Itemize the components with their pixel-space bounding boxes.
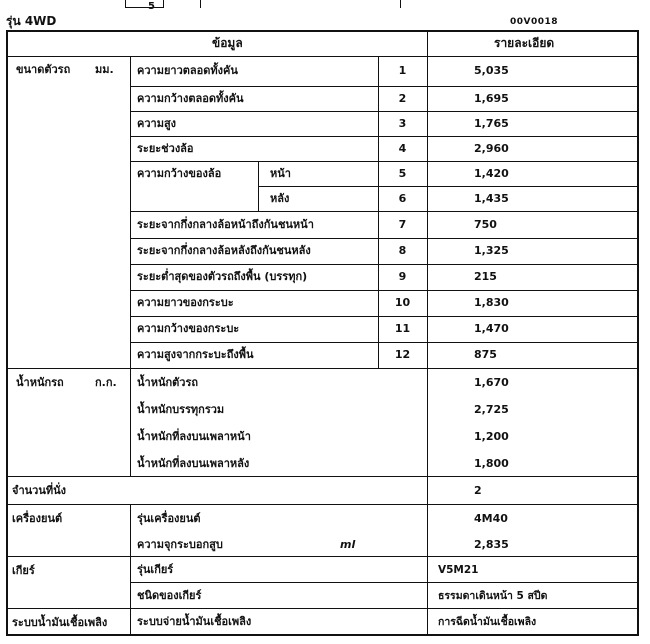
size-row-value: 1,830 <box>474 296 509 309</box>
gear-row-label: ชนิดของเกียร์ <box>137 589 202 602</box>
fuel-row-value: การฉีดน้ำมันเชื้อเพลิง <box>438 616 537 628</box>
weight-row-label: น้ำหนักที่ลงบนเพลาหน้า <box>137 430 251 443</box>
size-row-value: 215 <box>474 270 497 283</box>
engine-row-label: รุ่นเครื่องยนต์ <box>137 512 201 525</box>
size-row-label: ความยาวตลอดทั้งคัน <box>137 64 238 77</box>
size-row-number: 10 <box>394 296 411 309</box>
size-row-label: ความกว้างของกระบะ <box>137 322 240 335</box>
size-row-number: 11 <box>394 322 411 335</box>
size-row-value: 5,035 <box>474 64 509 77</box>
size-row-number: 12 <box>394 348 411 361</box>
size-row-number: 3 <box>398 117 407 130</box>
weight-row-value: 1,800 <box>474 457 509 470</box>
size-row-label: ความสูง <box>137 117 177 130</box>
figure-number: 5 <box>148 1 155 12</box>
header-data: ข้อมูล <box>212 36 243 50</box>
size-row-number: 1 <box>398 64 407 77</box>
engine-row-value: 4M40 <box>474 512 508 525</box>
header-detail: รายละเอียด <box>494 36 555 50</box>
section-weight-label: น้ำหนักรถ <box>16 376 64 389</box>
section-seats-label: จำนวนที่นั่ง <box>12 484 66 497</box>
size-row-value: 1,470 <box>474 322 509 335</box>
section-size-unit: มม. <box>95 63 114 76</box>
size-row-value: 875 <box>474 348 497 361</box>
size-row-label: ระยะต่ำสุดของตัวรถถึงพื้น (บรรทุก) <box>137 270 308 283</box>
seats-value: 2 <box>474 484 482 497</box>
size-row-label: ระยะจากกึ่งกลางล้อหน้าถึงกันชนหน้า <box>137 218 314 231</box>
weight-row-label: น้ำหนักที่ลงบนเพลาหลัง <box>137 457 250 470</box>
gear-row-label: รุ่นเกียร์ <box>137 563 174 576</box>
size-row-value: 1,765 <box>474 117 509 130</box>
weight-row-value: 2,725 <box>474 403 509 416</box>
section-size-label: ขนาดตัวรถ <box>16 63 71 76</box>
size-row-value: 1,420 <box>474 167 509 180</box>
gear-row-value: ธรรมดาเดินหน้า 5 สปีด <box>438 590 548 602</box>
size-row-number: 6 <box>398 192 407 205</box>
size-row-value: 750 <box>474 218 497 231</box>
size-row-value: 2,960 <box>474 142 509 155</box>
weight-row-label: น้ำหนักบรรทุกรวม <box>137 403 225 416</box>
gear-row-value: V5M21 <box>438 564 479 576</box>
size-row-number: 9 <box>398 270 407 283</box>
size-row-number: 7 <box>398 218 407 231</box>
fuel-row-label: ระบบจ่ายน้ำมันเชื้อเพลิง <box>137 615 252 628</box>
size-row-value: 1,325 <box>474 244 509 257</box>
size-row-number: 8 <box>398 244 407 257</box>
size-row-value: 1,435 <box>474 192 509 205</box>
size-row-label: ความยาวของกระบะ <box>137 296 234 309</box>
size-row-label: ความกว้างตลอดทั้งคัน <box>137 92 244 105</box>
size-row-label: ความกว้างของล้อ <box>137 167 222 180</box>
section-engine-label: เครื่องยนต์ <box>12 512 63 525</box>
weight-row-value: 1,670 <box>474 376 509 389</box>
size-row-value: 1,695 <box>474 92 509 105</box>
section-weight-unit: ก.ก. <box>95 376 117 389</box>
size-row-number: 4 <box>398 142 407 155</box>
doc-code: 00V0018 <box>510 17 559 27</box>
engine-row-label: ความจุกระบอกสูบ <box>137 538 223 551</box>
size-row-label: ระยะจากกึ่งกลางล้อหลังถึงกันชนหลัง <box>137 244 311 257</box>
size-row-label: ความสูงจากกระบะถึงพื้น <box>137 348 254 361</box>
size-row-number: 5 <box>398 167 407 180</box>
size-row-number: 2 <box>398 92 407 105</box>
size-row-sublabel: หน้า <box>270 167 291 180</box>
figure-fragment <box>120 0 520 12</box>
size-row-label: ระยะช่วงล้อ <box>137 142 194 155</box>
engine-row-value: 2,835 <box>474 538 509 551</box>
weight-row-value: 1,200 <box>474 430 509 443</box>
engine-row-unit: ml <box>340 538 356 551</box>
model-title: รุ่น 4WD <box>6 14 57 28</box>
section-fuel-label: ระบบน้ำมันเชื้อเพลิง <box>12 616 108 629</box>
section-gear-label: เกียร์ <box>12 564 35 577</box>
weight-row-label: น้ำหนักตัวรถ <box>137 376 199 389</box>
size-row-sublabel: หลัง <box>270 192 290 205</box>
